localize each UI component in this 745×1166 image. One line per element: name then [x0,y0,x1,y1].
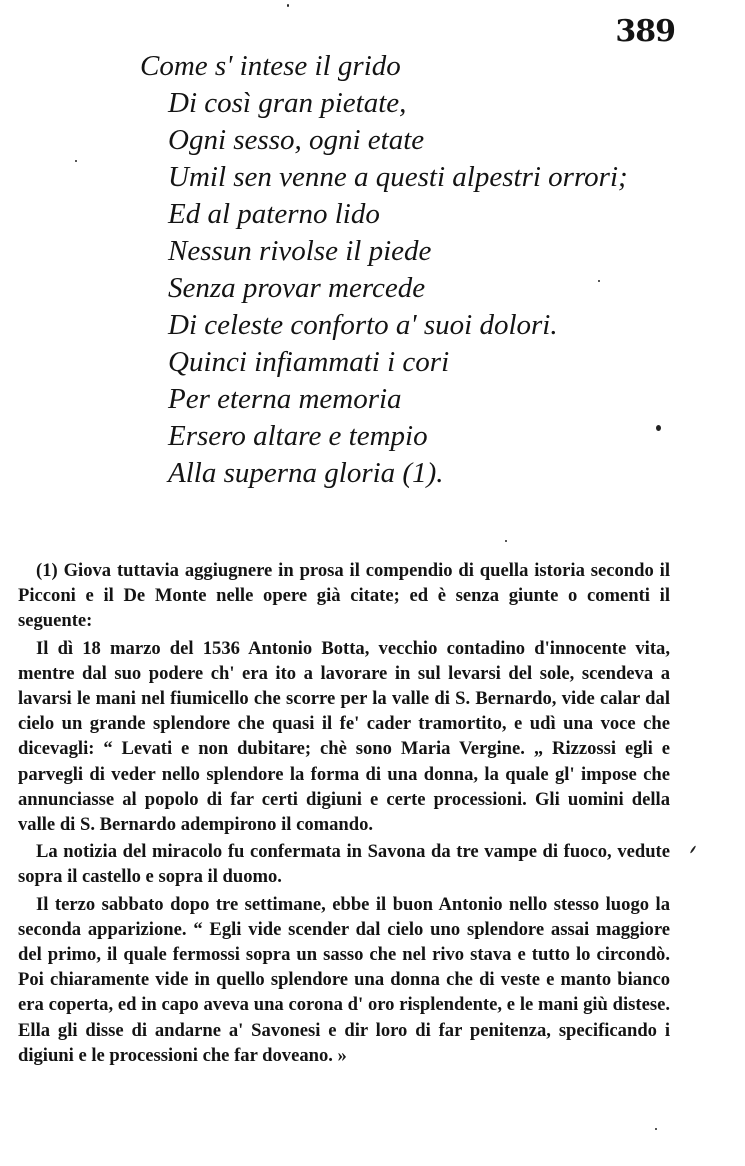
poem-line: Di celeste conforto a' suoi dolori. [168,309,558,341]
poem-line: Alla superna gloria (1). [168,457,444,489]
page-number: 389 [615,14,675,49]
footnote-paragraph: (1) Giova tuttavia aggiugnere in prosa il compendio di quella istoria secondo il Picconi e il De Monte nelle opere già citate; ed è senza giunte o comenti il seguente: [18,560,670,632]
paper-speck [656,425,661,431]
poem-line: Ed al paterno lido [168,198,380,230]
footnote-paragraph: La notizia del miracolo fu confermata in Savona da tre vampe di fuoco, vedute sopra il castello e sopra il duomo. [18,841,670,888]
poem-line: Nessun rivolse il piede [168,235,432,267]
poem-line: Per eterna memoria [168,383,402,415]
paper-speck [690,845,697,854]
footnote [18,558,670,1070]
poem-line: Quinci infiammati i cori [168,346,450,378]
poem-line: Di così gran pietate, [168,87,407,119]
poem-line: Umil sen venne a questi alpestri orrori; [168,161,628,193]
paper-speck [505,540,507,542]
poem-line: Come s' intese il grido [140,50,401,82]
footnote-paragraph: Il dì 18 marzo del 1536 Antonio Botta, vecchio contadino d'innocente vita, mentre dal suo podere ch' era ito a lavorare in sul levarsi del sole, scendeva a lavarsi le mani nel fiumicello che scorre per la valle di S. Bernardo, vide calar dal cielo un grande splendore che quasi il fe' cader tramortito, e udì una voce che dicevagli: “ Levati e non dubitare; chè sono Maria Vergine. „ Rizzossi egli e parvegli di veder nello splendore la forma di una donna, la quale gl' impose che annunciasse al popolo di far certi digiuni e certe processioni. Gli uomini della valle di S. Bernardo adempirono il comando. [18,637,670,836]
paper-speck [598,280,600,282]
footnote-paragraph: Il terzo sabbato dopo tre settimane, ebbe il buon Antonio nello stesso luogo la seconda apparizione. “ Egli vide scender dal cielo uno splendore assai maggiore del primo, il quale fermossi sopra un sasso che nel rivo stava e tutto lo circondò. Poi chiaramente vide in quello splendore una donna che di veste e manto bianco era coperta, ed in capo aveva una corona d' oro risplendente, e le mani giù distese. Ella gli disse di andarne a' Savonesi e dir loro di far penitenza, specificando i digiuni e le processioni che far doveano. » [18,893,670,1066]
paper-speck [655,1128,657,1130]
poem-line: Ersero altare e tempio [168,420,428,452]
paper-speck [287,4,289,7]
poem-line: Ogni sesso, ogni etate [168,124,425,156]
paper-speck [75,160,77,162]
poem-line: Senza provar mercede [168,272,426,304]
